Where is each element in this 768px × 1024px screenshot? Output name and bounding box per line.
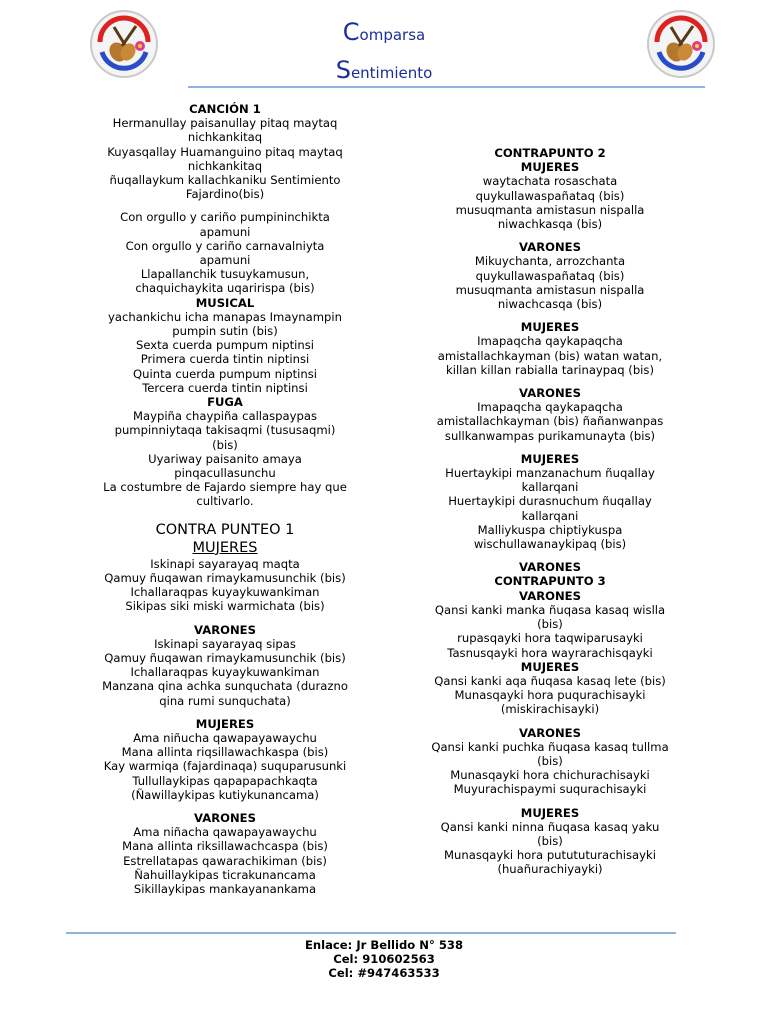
lyric-line: cultivarlo. xyxy=(196,494,254,509)
lyric-line: Mikuychanta, arrozchanta xyxy=(474,254,626,269)
cp3-block-h xyxy=(404,674,696,717)
lyric-line: Fajardino(bis) xyxy=(185,187,265,202)
lyric-line: ñuqallaykum kallachkaniku Sentimiento xyxy=(109,173,341,188)
cp2-block-c xyxy=(404,334,696,377)
lyric-line: Mana allinta riksillawachcaspa (bis) xyxy=(122,839,328,854)
lyric-line: Estrellatapas qawarachikiman (bis) xyxy=(123,853,327,868)
lyric-line: Munasqayki hora putututurachisayki xyxy=(444,848,656,863)
lyric-line: Iskinapi sayarayaq sipas xyxy=(154,636,296,651)
contra-block-2 xyxy=(80,637,370,708)
lyric-line: Munasqayki hora chichurachisayki xyxy=(450,768,650,783)
lyric-line: waytachata rosaschata xyxy=(482,174,618,189)
varones-heading: VARONES xyxy=(519,588,581,603)
lyric-line: yachankichu icha manapas Imaynampin xyxy=(108,309,342,324)
lyric-line: Imapaqcha qaykapaqcha xyxy=(477,400,623,415)
lyric-line: Muyurachispaymi suqurachisayki xyxy=(453,782,647,797)
mujeres-heading: MUJERES xyxy=(520,451,580,466)
lyric-line: niwachcasqa (bis) xyxy=(497,297,603,312)
footer-phone-2: Cel: #947463533 xyxy=(328,966,440,981)
lyric-line: Maypiña chaypiña callaspaypas xyxy=(133,409,317,424)
lyric-line: nichkankitaq xyxy=(187,130,263,145)
lyric-line: amistallachkayman (bis) watan watan, xyxy=(437,348,663,363)
cp3-block-g xyxy=(404,603,696,660)
lyric-line: Uyariway paisanito amaya xyxy=(148,451,302,466)
lyric-line: Kay warmiqa (fajardinaqa) suquparusunki xyxy=(103,759,347,774)
lyric-line: Qansi kanki aqa ñuqasa kasaq lete (bis) xyxy=(434,673,666,688)
lyric-line: Ichallaraqpas kuyaykuwankiman xyxy=(130,665,320,680)
fuga-lines xyxy=(80,409,370,508)
lyric-line: La costumbre de Fajardo siempre hay que xyxy=(103,480,347,495)
lyric-line: Hermanullay paisanullay pitaq maytaq xyxy=(112,116,338,131)
mujeres-heading: MUJERES xyxy=(195,716,255,731)
lyric-line: Ama niñucha qawapayawaychu xyxy=(133,730,317,745)
right-column xyxy=(404,146,696,877)
lyric-line: apamuni xyxy=(199,224,251,239)
cp2-block-b xyxy=(404,254,696,311)
mujeres-heading: MUJERES xyxy=(520,659,580,674)
contra-punteo-subheading: MUJERES xyxy=(192,539,258,556)
lyric-line: Qansi kanki puchka ñuqasa kasaq tullma xyxy=(431,739,669,754)
lyric-line: Qamuy ñuqawan rimaykamusunchik (bis) xyxy=(104,570,346,585)
lyric-line: Con orgullo y cariño pumpininchikta xyxy=(120,210,330,225)
cp3-block-i xyxy=(404,740,696,797)
mujeres-heading: MUJERES xyxy=(520,160,580,175)
varones-heading: VARONES xyxy=(519,386,581,401)
cp3-block-j xyxy=(404,820,696,877)
lyric-line: chaquichaykita uqaririspa (bis) xyxy=(135,281,315,296)
musical-lines xyxy=(80,310,370,395)
lyric-line: Huertaykipi durasnuchum ñuqallay xyxy=(448,494,652,509)
fuga-heading: FUGA xyxy=(207,395,243,410)
contra-block-3 xyxy=(80,731,370,802)
lyric-line: (bis) xyxy=(537,617,563,632)
varones-heading: VARONES xyxy=(519,725,581,740)
lyric-line: Imapaqcha qaykapaqcha xyxy=(477,334,623,349)
mujeres-heading: MUJERES xyxy=(520,805,580,820)
lyric-line: rupasqayki hora taqwiparusayki xyxy=(457,631,643,646)
lyric-line: wischullawanaykipaq (bis) xyxy=(473,537,627,552)
lyric-line: Qansi kanki manka ñuqasa kasaq wislla xyxy=(434,602,666,617)
lyric-line: Tullullaykipas qapapapachkaqta xyxy=(132,773,318,788)
lyric-line: (bis) xyxy=(212,437,238,452)
lyric-line: (Ñawillaykipas kutiykunancama) xyxy=(131,787,319,802)
bottom-divider xyxy=(66,932,676,934)
lyric-line: (miskirachisayki) xyxy=(500,702,600,717)
lyric-line: Ama niñacha qawapayawaychu xyxy=(133,825,317,840)
contra-punteo-heading: CONTRA PUNTEO 1 xyxy=(155,521,295,538)
lyric-line: Primera cuerda tintin niptinsi xyxy=(140,352,310,367)
lyric-line: Llapallanchik tusuykamusun, xyxy=(140,267,310,282)
lyric-line: Sexta cuerda pumpum niptinsi xyxy=(135,338,315,353)
cancion-heading: CANCIÓN 1 xyxy=(189,102,261,116)
lyric-line: Ichallaraqpas kuyaykuwankiman xyxy=(130,585,320,600)
lyric-line: Kuyasqallay Huamanguino pitaq maytaq xyxy=(107,144,343,159)
lyric-line: niwachkasqa (bis) xyxy=(497,217,603,232)
title-line-2: Sentimiento xyxy=(335,56,433,84)
left-column xyxy=(80,102,370,896)
lyric-line: amistallachkayman (bis) ñañanwanpas xyxy=(436,414,664,429)
lyric-line: kallarqani xyxy=(521,480,579,495)
lyric-line: nichkankitaq xyxy=(187,158,263,173)
lyric-line: Con orgullo y cariño carnavalniyta xyxy=(125,238,325,253)
lyric-line: Ñahuillaykipas ticrakunancama xyxy=(134,867,316,882)
lyric-line: sullkanwampas purikamunayta (bis) xyxy=(444,428,656,443)
lyric-line: Munasqayki hora puqurachisayki xyxy=(454,688,646,703)
lyric-line: Sikillaykipas mankayanankama xyxy=(133,881,317,896)
varones-heading: VARONES xyxy=(194,622,256,637)
lyric-line: (bis) xyxy=(537,753,563,768)
lyric-line: Manzana qina achka sunquchata (durazno xyxy=(102,679,348,694)
lyric-line: pumpin sutin (bis) xyxy=(172,324,278,339)
lyric-line: Huertaykipi manzanachum ñuqallay xyxy=(445,466,655,481)
lyric-line: quykullawaspañataq (bis) xyxy=(475,268,625,283)
lyric-line: Sikipas siki miski warmichata (bis) xyxy=(125,599,325,614)
varones-heading: VARONES xyxy=(519,560,581,575)
lyric-line: Qansi kanki ninna ñuqasa kasaq yaku xyxy=(440,819,660,834)
lyric-line: apamuni xyxy=(199,253,251,268)
cp2-block-e xyxy=(404,466,696,551)
lyric-line: pumpinniytaqa takisaqmi (tususaqmi) xyxy=(114,423,336,438)
lyric-line: kallarqani xyxy=(521,508,579,523)
lyric-line: musuqmanta amistasun nispalla xyxy=(455,202,645,217)
lyric-line: qina rumi sunquchata) xyxy=(159,693,291,708)
varones-heading: VARONES xyxy=(519,240,581,255)
title-line-1: Comparsa xyxy=(342,18,426,46)
footer-address: Enlace: Jr Bellido N° 538 xyxy=(304,938,464,952)
lyric-line: killan killan rabialla tarinaypaq (bis) xyxy=(446,362,654,377)
lyric-line: musuqmanta amistasun nispalla xyxy=(455,282,645,297)
lyric-line: Tercera cuerda tintin niptinsi xyxy=(142,380,308,395)
contra-block-1 xyxy=(80,557,370,614)
footer-contact xyxy=(0,938,768,981)
musical-heading: MUSICAL xyxy=(195,295,255,310)
lyric-line: Tasnusqayki hora wayrarachisqayki xyxy=(447,645,653,660)
verse-2 xyxy=(80,210,370,295)
lyric-line: Mana allinta riqsillawachkaspa (bis) xyxy=(121,745,329,760)
mujeres-heading: MUJERES xyxy=(520,320,580,335)
lyric-line: Qamuy ñuqawan rimaykamusunchik (bis) xyxy=(104,650,346,665)
cp2-block-d xyxy=(404,400,696,443)
top-divider xyxy=(188,86,705,88)
varones-heading: VARONES xyxy=(194,810,256,825)
lyric-line: Iskinapi sayarayaq maqta xyxy=(150,556,300,571)
contra-block-4 xyxy=(80,825,370,896)
footer-phone-1: Cel: 910602563 xyxy=(333,952,435,967)
lyric-line: Quinta cuerda pumpum niptinsi xyxy=(133,366,317,381)
verse-1 xyxy=(80,116,370,201)
lyric-line: (huañurachiyayki) xyxy=(497,862,603,877)
lyric-line: Malliykuspa chiptiykuspa xyxy=(477,522,623,537)
lyric-line: pinqacullasunchu xyxy=(174,466,276,481)
contrapunto-2-heading: CONTRAPUNTO 2 xyxy=(494,146,606,160)
lyric-line: (bis) xyxy=(537,833,563,848)
lyric-line: quykullawaspañataq (bis) xyxy=(475,188,625,203)
contrapunto-3-heading: CONTRAPUNTO 3 xyxy=(494,574,606,589)
cp2-block-a xyxy=(404,174,696,231)
